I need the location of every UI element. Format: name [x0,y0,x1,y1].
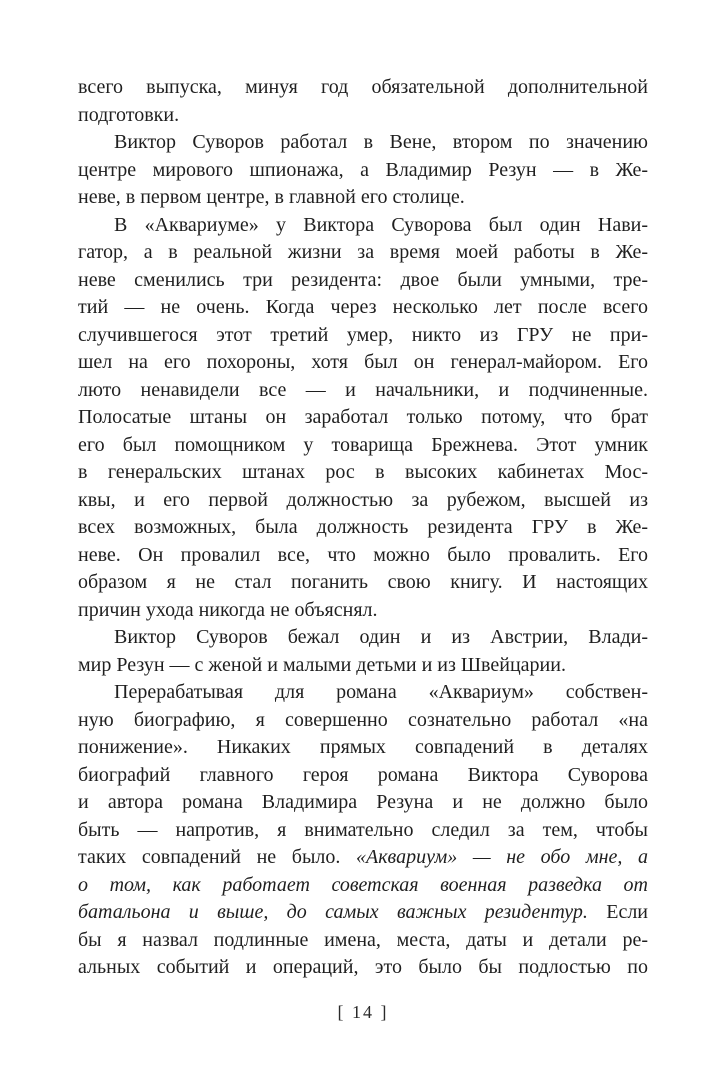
text-segment: Полосатые штаны он заработал только потому, что брат [78,406,648,428]
text-segment: биографий главного героя романа Виктора Суворова [78,763,648,786]
text-line [78,349,648,377]
text-segment: люто ненавидели все — и начальники, и подчиненные. [78,378,648,401]
text-line [78,239,648,267]
text-line [78,762,648,790]
text-line [78,74,648,102]
text-segment: альных событий и операций, это было бы подлостью по [78,956,648,978]
text-line [78,212,648,240]
text-segment: всех возможных, была должность резидента ГРУ в Же- [78,516,648,538]
text-line [78,102,648,130]
italic-text-segment: «Аквариум» — не обо мне, а [355,846,648,868]
text-line [78,184,648,212]
text-segment: В «Аквариуме» у Виктора Суворова был один Нави- [114,213,648,236]
italic-text-segment: батальона и выше, до самых важных резидентур. [78,901,588,923]
page-number: [ 14 ] [337,1002,389,1022]
text-line [78,267,648,295]
text-line [78,624,648,652]
text-segment: и автора романа Владимира Резуна и не должно было [78,791,648,813]
text-segment: причин ухода никогда не объяснял. [78,598,378,621]
text-segment: понижение». Никаких прямых совпадений в деталях [78,736,648,758]
text-segment: гатор, а в реальной жизни за время моей работы в Же- [78,241,648,263]
text-segment: его был помощником у товарища Брежнева. Этот умник [78,433,648,456]
text-segment: ную биографию, я совершенно сознательно работал «на [78,708,648,731]
text-segment: шел на его похороны, хотя был он генерал-майором. Его [78,351,648,373]
text-line [78,377,648,405]
text-segment: быть — напротив, я внимательно следил за тем, чтобы [78,818,648,841]
text-line [78,542,648,570]
text-segment: Виктор Суворов бежал один и из Австрии, Влади- [114,626,648,648]
text-segment: случившегося этот третий умер, никто из ГРУ не при- [78,323,648,346]
text-segment: неве. Он провалил все, что можно было провалить. Его [78,543,648,566]
text-segment: Если [587,901,649,923]
text-line [78,294,648,322]
text-segment: образом я не стал поганить свою книгу. И настоящих [78,571,648,593]
page-text [78,74,648,982]
text-segment: центре мирового шпионажа, а Владимир Резун — в Же- [78,158,648,181]
italic-text-segment: о том, как работает советская военная разведка от [78,873,648,896]
text-segment: подготовки. [78,103,180,126]
text-line [78,789,648,817]
text-line [78,927,648,955]
text-line [78,157,648,185]
text-segment: Виктор Суворов работал в Вене, втором по значению [114,131,648,153]
text-segment: неве, в первом центре, в главной его столице. [78,186,465,208]
text-segment: мир Резун — с женой и малыми детьми и из Швейцарии. [78,653,566,676]
text-segment: неве сменились три резидента: двое были умными, тре- [78,268,648,291]
text-line [78,844,648,872]
text-line [78,322,648,350]
text-line [78,459,648,487]
text-segment: тий — не очень. Когда через несколько лет после всего [78,296,648,318]
text-segment: Перерабатывая для романа «Аквариум» собствен- [114,681,648,703]
text-segment: квы, и его первой должностью за рубежом, высшей из [78,488,648,511]
text-line [78,954,648,982]
text-line [78,129,648,157]
text-line [78,597,648,625]
text-line [78,734,648,762]
text-line [78,679,648,707]
text-segment: бы я назвал подлинные имена, места, даты и детали ре- [78,928,648,951]
text-line [78,569,648,597]
text-segment: всего выпуска, минуя год обязательной дополнительной [78,76,648,98]
text-line [78,432,648,460]
text-line [78,817,648,845]
text-line [78,899,648,927]
text-segment: в генеральских штанах рос в высоких кабинетах Мос- [78,461,648,483]
text-segment: таких совпадений не было. [78,846,356,868]
text-line [78,652,648,680]
text-line [78,872,648,900]
text-line [78,404,648,432]
text-line [78,707,648,735]
text-line [78,514,648,542]
text-line [78,487,648,515]
